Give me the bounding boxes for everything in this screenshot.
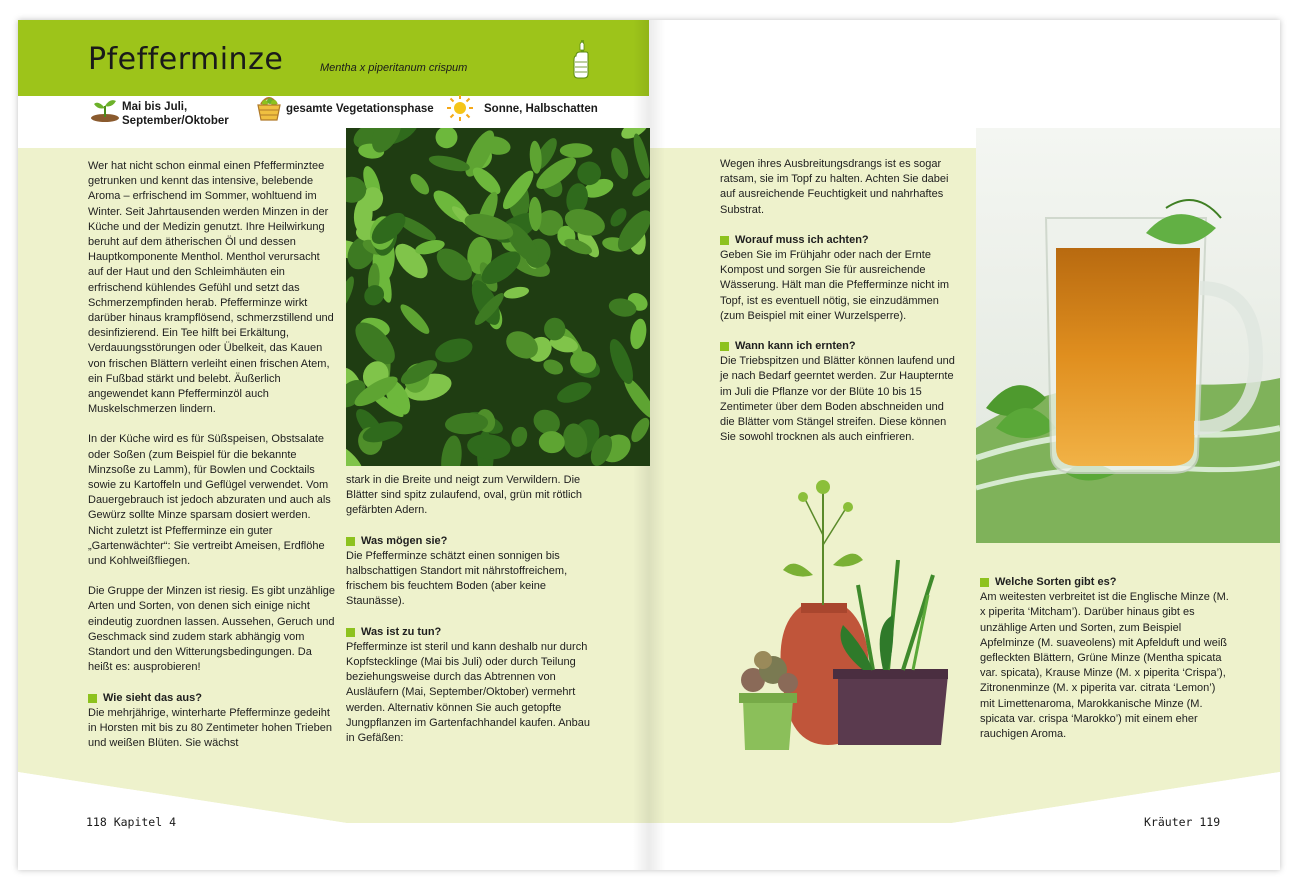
col2-paragraph-2: Die Pfefferminze schätzt einen sonnigen bis halbschattigen Standort mit nährstoffreichem, frischem bis feuchtem Boden (aber keine Staunässe). [346,549,568,608]
sun-icon [446,94,474,122]
basket-icon [256,94,282,122]
col3-heading-2 [720,339,960,354]
col2-paragraph-3: Pfefferminze ist steril und kann deshalb nur durch Kopfstecklinge (Mai bis Juli) oder durch Teilung beziehungsweise durch das Abtrennen von Ausläufern (Mai, September/Oktober) vermehrt werden. Alternativ können Sie auch getopfte Jungpflanzen im Gartenfachhandel kaufen. Anbau in Gefäßen: [346,640,591,745]
column-3 [720,157,960,445]
footer-left: 118 Kapitel 4 [86,815,177,829]
heading-bullet [346,628,355,637]
col3-heading-2-text: Wann kann ich ernten? [735,340,856,353]
seedling-icon [90,96,120,122]
book-spread [18,20,1280,870]
sowing-period [122,100,229,128]
heading-bullet [980,578,989,587]
col3-paragraph-2: Geben Sie im Frühjahr oder nach der Ernte Kompost und sorgen Sie für ausreichende Wässerung. Hält man die Pfefferminze nicht im Topf, ist es eventuell nötig, sie einzudämmen (zum Beispiel mit einer Wurzelsperre). [720,249,950,322]
column-4 [980,575,1232,742]
heading-bullet [88,694,97,703]
harvest-period: gesamte Vegetationsphase [286,103,434,115]
page-title: Pfefferminze [88,42,284,77]
sowing-line-2: September/Oktober [122,115,229,127]
col3-paragraph-1: Wegen ihres Ausbreitungsdrangs ist es sogar ratsam, sie im Topf zu halten. Achten Sie dabei auf ausreichende Feuchtigkeit und nahrhaftes Substrat. [720,158,949,216]
col3-heading-1-text: Worauf muss ich achten? [735,233,869,246]
col1-heading [88,691,338,706]
col3-heading-1 [720,233,960,248]
tea-photo [976,128,1280,543]
mint-leaf [560,143,593,158]
heading-bullet [720,236,729,245]
potted-herbs-illustration [723,475,948,775]
col1-heading-text: Wie sieht das aus? [103,691,202,704]
col2-heading-1 [346,534,594,549]
location: Sonne, Halbschatten [484,103,598,115]
mint-photo [346,128,650,466]
col4-paragraph-1: Am weitesten verbreitet ist die Englische Minze (M. x piperita ‘Mitcham’). Darüber hinaus gibt es unzählige Arten und Sorten, zum Beispiel Apfelminze (M. suaveolens) mit Apfelduft und weiß gefleckten Blättern, Grüne Minze (Mentha spicata var. spicata), Krause Minze (M. x piperita ‘Crispa’), Zitronenminze (M. x piperita var. citrata ‘Lemon’) mit Limettenaroma, Marokkanische Minze (M. spicata var. crispa ‘Marokko’) mit einem eher rauchigen Aroma. [980,591,1229,741]
col1-paragraph-4: Die mehrjährige, winterharte Pfefferminze gedeiht in Horsten mit bis zu 80 Zentimeter hohen Trieben und weißen Blüten. Sie wächst [88,706,332,750]
col2-heading-2-text: Was ist zu tun? [361,625,442,638]
column-1 [88,159,338,751]
thumbs-up-icon [570,40,596,80]
col1-paragraph-2: In der Küche wird es für Süßspeisen, Obstsalate oder Soßen (zum Beispiel für die bekannte Minzsoße zu Lamm), für Bowlen und Cocktails sowie zu Kartoffeln und Geflügel verwendet. Vom Dauergebrauch ist jedoch abzuraten und auch als Gewürz sollte Minze sparsam dosiert werden. Nicht zuletzt ist Pfefferminze ein guter „Gartenwächter“: Sie vertreibt Ameisen, Erdflöhe und Kohlweißfliegen. [88,433,331,568]
heading-bullet [720,342,729,351]
heading-bullet [346,537,355,546]
col1-paragraph-1: Wer hat nicht schon einmal einen Pfefferminztee getrunken und kennt das intensive, belebende Aroma – erfrischend im Sommer, wohltuend im Winter. Seit Jahrtausenden werden Minzen in der Küche und der Medizin genutzt. Ihre Heilwirkung beruht auf dem ätherischen Öl und dessen Hauptkomponente Menthol. Menthol verursacht auf der Haut und den Schleimhäuten ein erfrischend kühlendes Gefühl und setzt das Schmerzempfinden herab. Pfefferminze wirkt darüber hinaus krampflösend, schmerzstillend und desinfizierend. Ein Tee hilft bei Erkältung, Verdauungsstörungen oder Übelkeit, das Kauen von frischen Blättern verleiht einen frischen Atem, ein Fußbad stärkt und belebt. Äußerlich angewendet kann Pfefferminzöl auch Muskelschmerzen lindern. [88,160,334,416]
col4-heading-text: Welche Sorten gibt es? [995,576,1117,588]
col4-heading [980,575,1232,590]
column-2 [346,473,594,746]
col2-paragraph-1: stark in die Breite und neigt zum Verwildern. Die Blätter sind spitz zulaufend, oval, grün mit rötlich gefärbten Adern. [346,474,583,517]
sowing-line-1: Mai bis Juli, [122,101,188,113]
latin-name: Mentha x piperitanum crispum [320,62,468,74]
footer-right: Kräuter 119 [1144,815,1221,829]
col3-paragraph-3: Die Triebspitzen und Blätter können laufend und je nach Bedarf geerntet werden. Zur Haupternte im Juli die Pflanze vor der Blüte 10 bis 15 Zentimeter über dem Boden abschneiden und die Blätter vom Stängel streifen. Diese können Sie sowohl trocknen als auch einfrieren. [720,355,955,444]
col2-heading-2 [346,625,594,640]
col2-heading-1-text: Was mögen sie? [361,534,448,547]
col1-paragraph-3: Die Gruppe der Minzen ist riesig. Es gibt unzählige Arten und Sorten, von denen sich einige nicht eindeutig zuordnen lassen. Aussehen, Geruch und Geschmack sind zudem stark abhängig vom Standort und den Witterungsbedingungen. Da heißt es: ausprobieren! [88,585,336,674]
